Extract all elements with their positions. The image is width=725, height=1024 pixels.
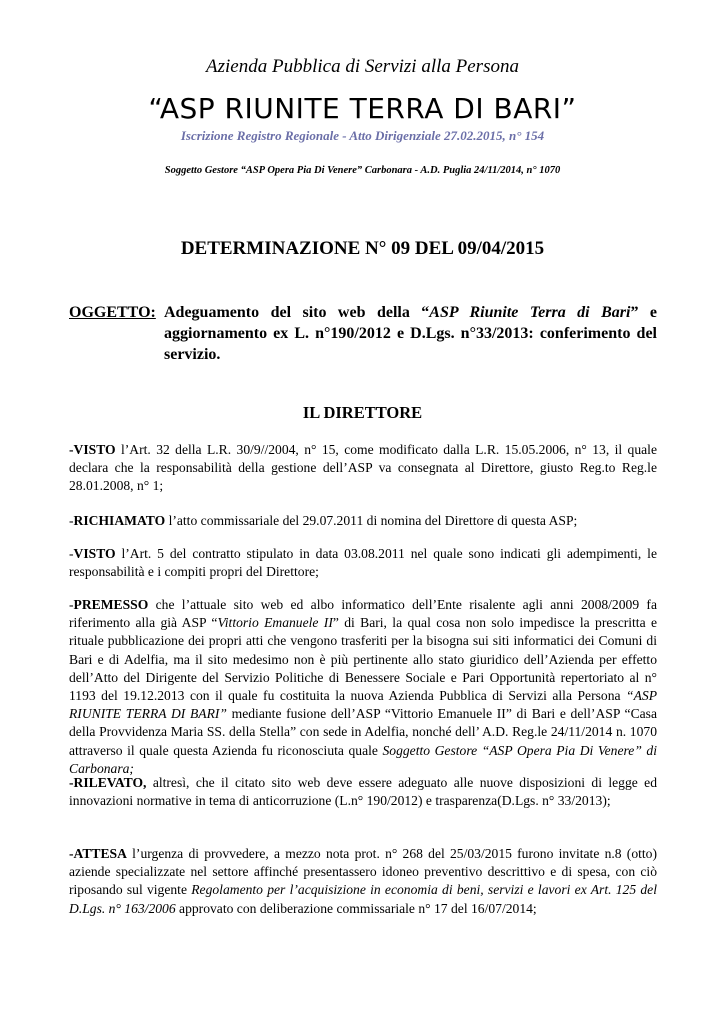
director-heading: IL DIRETTORE [302,403,423,422]
registration-line: Iscrizione Registro Regionale - Atto Dirigenziale 27.02.2015, n° 154 [180,128,545,143]
paragraph-attesa: -ATTESA l’urgenza di provvedere, a mezzo nota prot. n° 268 del 25/03/2015 furono invitate n.8 (otto) aziende specializzate nel settore affinché presentassero idoneo preventivo descrittivo e di spesa, con ciò riposando sul vigente Regolamento per l’acquisizione in economia di beni, servizi e lavori ex Art. 125 del D.Lgs. n° 163/2006 approvato con deliberazione commissariale n° 17 del 16/07/2014; [69,846,657,916]
paragraph-rilevato: -RILEVATO, altresì, che il citato sito web deve essere adeguato alle nuove disposizioni di legge ed innovazioni normative in tema di anticorruzione (L.n° 190/2012) e trasparenza(D.Lgs. n° 33/2013); [69,775,657,809]
subject-text: Adeguamento del sito web della “ASP Riunite Terra di Bari” e aggiornamento ex L. n°190/2012 e D.Lgs. n°33/2013: conferimento del servizio. [164,304,657,363]
manager-line: Soggetto Gestore “ASP Opera Pia Di Venere” Carbonara - A.D. Puglia 24/11/2014, n° 1070 [164,165,561,176]
paragraph-richiamato: -RICHIAMATO l’atto commissariale del 29.07.2011 di nomina del Direttore di questa ASP; [69,513,578,528]
organization-title: “ASP RIUNITE TERRA DI BARI” [148,92,577,125]
subject-label: OGGETTO: [69,304,156,321]
paragraph-premesso: -PREMESSO che l’attuale sito web ed albo informatico dell’Ente risalente agli anni 2008/2009 fa riferimento alla già ASP “Vittorio Emanuele II” di Bari, la qual cosa non solo impedisce la prescritta e rituale pubblicazione dei propri atti che vengono trasferiti per la bisogna sui siti informatici dei Comuni di Bari e di Adelfia, ma il sito medesimo non è più pertinente allo stato giuridico dell’Azienda per effetto dell’Atto del Dirigente del Servizio Politiche di Benessere Sociale e Pari Opportunità repertoriato al n° 1193 del 19.12.2013 con il quale fu costituita la nuova Azienda Pubblica di Servizi alla Persona “ASP RIUNITE TERRA DI BARI” mediante fusione dell’ASP “Vittorio Emanuele II” di Bari e dell’ASP “Casa della Provvidenza Maria SS. della Stella” con sede in Adelfia, nonché dell’ A.D. Reg.le 24/11/2014 n. 1070 attraverso il quale questa Azienda fu riconosciuta quale Soggetto Gestore “ASP Opera Pia Di Venere” di Carbonara; [69,597,658,776]
determination-title: DETERMINAZIONE N° 09 DEL 09/04/2015 [180,238,545,259]
paragraph-visto-1: -VISTO l’Art. 32 della L.R. 30/9//2004, n° 15, come modificato dalla L.R. 15.05.2006, n° 13, il quale declara che la responsabilità della gestione dell’ASP va consegnata al Direttore, giusto Reg.to Reg.le 28.01.2008, n° 1; [69,442,657,494]
agency-line: Azienda Pubblica di Servizi alla Persona [206,56,519,77]
paragraph-visto-2: -VISTO l’Art. 5 del contratto stipulato in data 03.08.2011 nel quale sono indicati gli adempimenti, le responsabilità e i compiti propri del Direttore; [69,546,657,580]
